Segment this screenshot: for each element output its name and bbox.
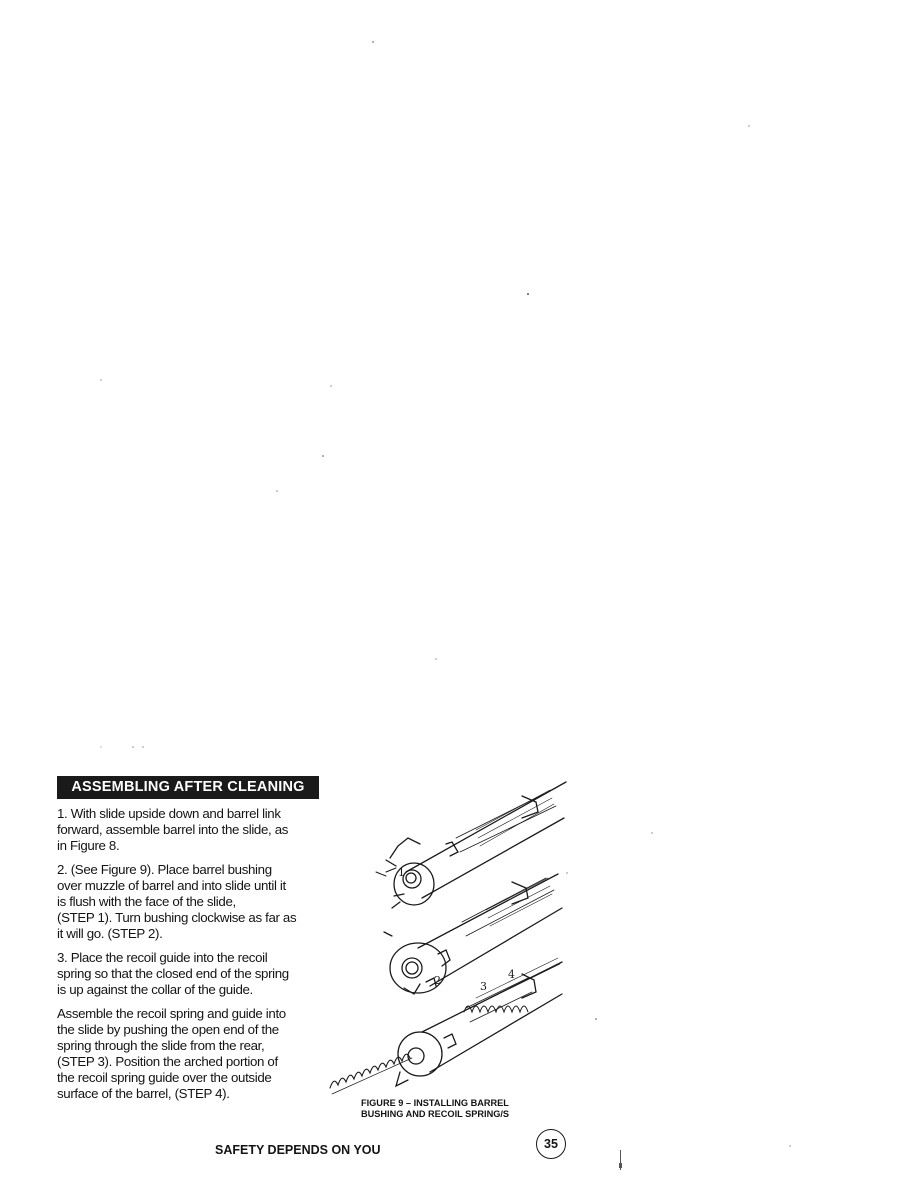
figure-step-label-1: 1 [398, 866, 405, 879]
page-number: 35 [536, 1129, 566, 1159]
section-heading: ASSEMBLING AFTER CLEANING [57, 776, 319, 799]
figure-caption: FIGURE 9 – INSTALLING BARREL BUSHING AND RECOIL SPRING/S [361, 1098, 510, 1119]
footer-slogan: SAFETY DEPENDS ON YOU [215, 1143, 381, 1157]
instruction-step-1: 1. With slide upside down and barrel link forward, assemble barrel into the slide, as in Figure 8. [57, 806, 289, 853]
instruction-step-3: 3. Place the recoil guide into the recoil spring so that the closed end of the spring is up against the collar of the guide. [57, 950, 289, 997]
instruction-step-4: Assemble the recoil spring and guide into the slide by pushing the open end of the spring through the slide from the rear, (STEP 3). Position the arched portion of the recoil spring guide over the outside surface of the barrel, (STEP 4). [57, 1006, 286, 1101]
instruction-step-2: 2. (See Figure 9). Place barrel bushing over muzzle of barrel and into slide until it is flush with the face of the slide, (STEP 1). Turn bushing clockwise as far as it will go. (STEP 2). [57, 862, 297, 941]
figure-step-label-3: 3 [480, 980, 487, 993]
figure-step-label-4: 4 [508, 968, 515, 981]
figure-step-label-2: 2 [434, 974, 441, 987]
